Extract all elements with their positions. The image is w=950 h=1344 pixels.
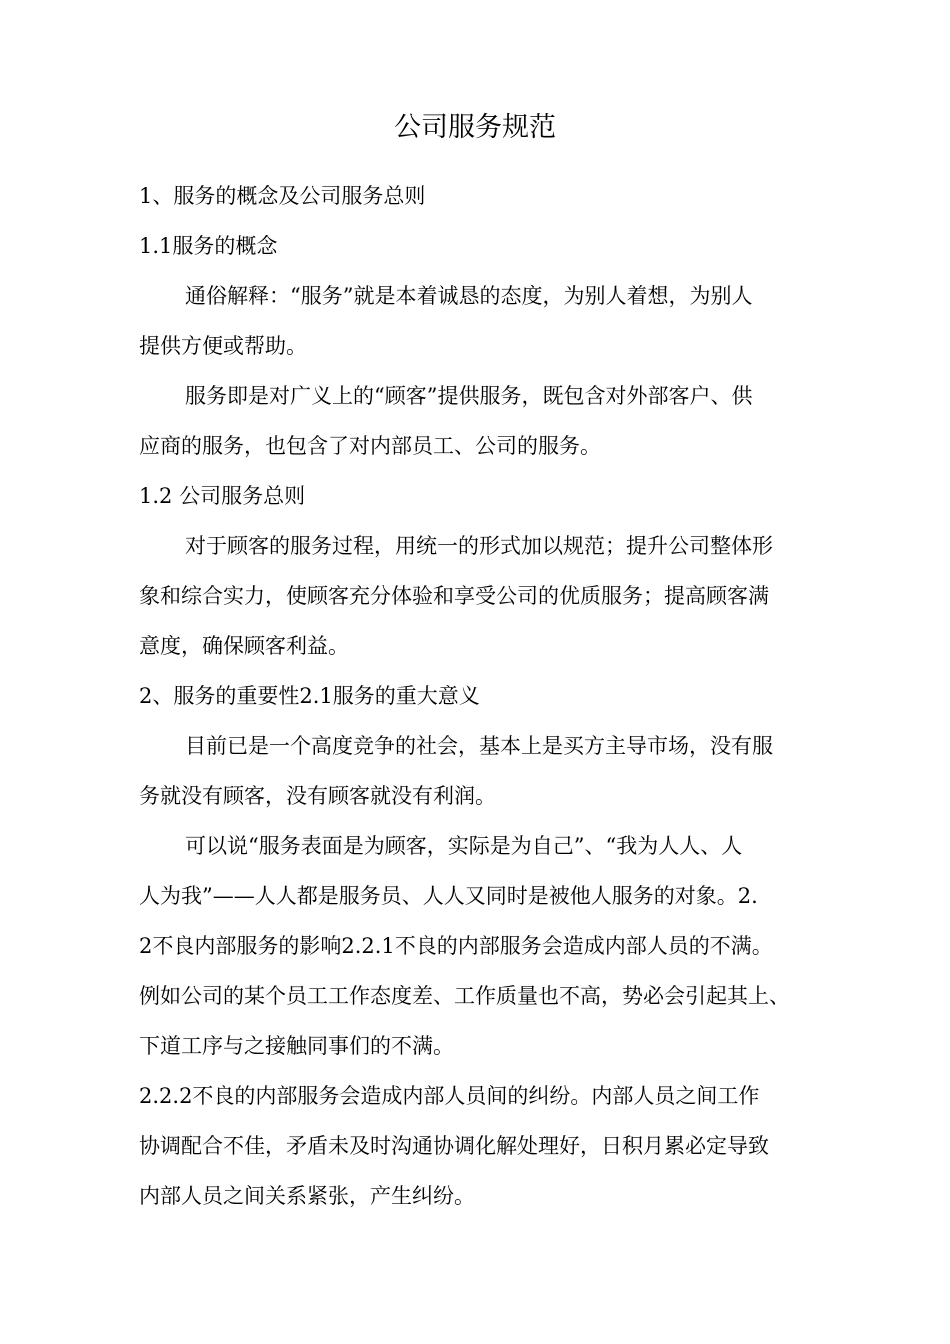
subsection-heading-1-1: 1.1服务的概念 [139,234,278,258]
subsection-heading-1-2: 1.2 公司服务总则 [139,484,306,508]
paragraph-line: 服务即是对广义上的“顾客”提供服务，既包含对外部客户、供 [185,384,753,408]
section-heading-1: 1、服务的概念及公司服务总则 [139,184,426,208]
paragraph-line: 应商的服务，也包含了对内部员工、公司的服务。 [139,434,601,458]
paragraph-line: 下道工序与之接触同事们的不满。 [139,1034,454,1058]
paragraph-line: 内部人员之间关系紧张，产生纠纷。 [139,1184,475,1208]
paragraph-line: 提供方便或帮助。 [139,334,307,358]
paragraph-line: 象和综合实力，使顾客充分体验和享受公司的优质服务；提高顾客满 [139,584,769,608]
paragraph-line: 协调配合不佳，矛盾未及时沟通协调化解处理好，日积月累必定导致 [139,1134,769,1158]
paragraph-line: 通俗解释：“服务”就是本着诚恳的态度，为别人着想，为别人 [185,284,753,308]
paragraph-line: 可以说“服务表面是为顾客，实际是为自己”、“我为人人、人 [185,834,743,858]
paragraph-line: 2.2.2不良的内部服务会造成内部人员间的纠纷。内部人员之间工作 [139,1084,760,1108]
paragraph-line: 例如公司的某个员工工作态度差、工作质量也不高，势必会引起其上、 [139,984,790,1008]
section-heading-2: 2、服务的重要性2.1服务的重大意义 [139,684,480,708]
paragraph-line: 意度，确保顾客利益。 [139,634,349,658]
paragraph-line: 对于顾客的服务过程，用统一的形式加以规范；提升公司整体形 [185,534,773,558]
paragraph-line: 2不良内部服务的影响2.2.1不良的内部服务会造成内部人员的不满。 [139,934,773,958]
document-title: 公司服务规范 [394,112,556,143]
paragraph-line: 人为我”——人人都是服务员、人人又同时是被他人服务的对象。2. [139,884,758,908]
paragraph-line: 务就没有顾客，没有顾客就没有利润。 [139,784,496,808]
paragraph-line: 目前已是一个高度竞争的社会，基本上是买方主导市场，没有服 [185,734,773,758]
